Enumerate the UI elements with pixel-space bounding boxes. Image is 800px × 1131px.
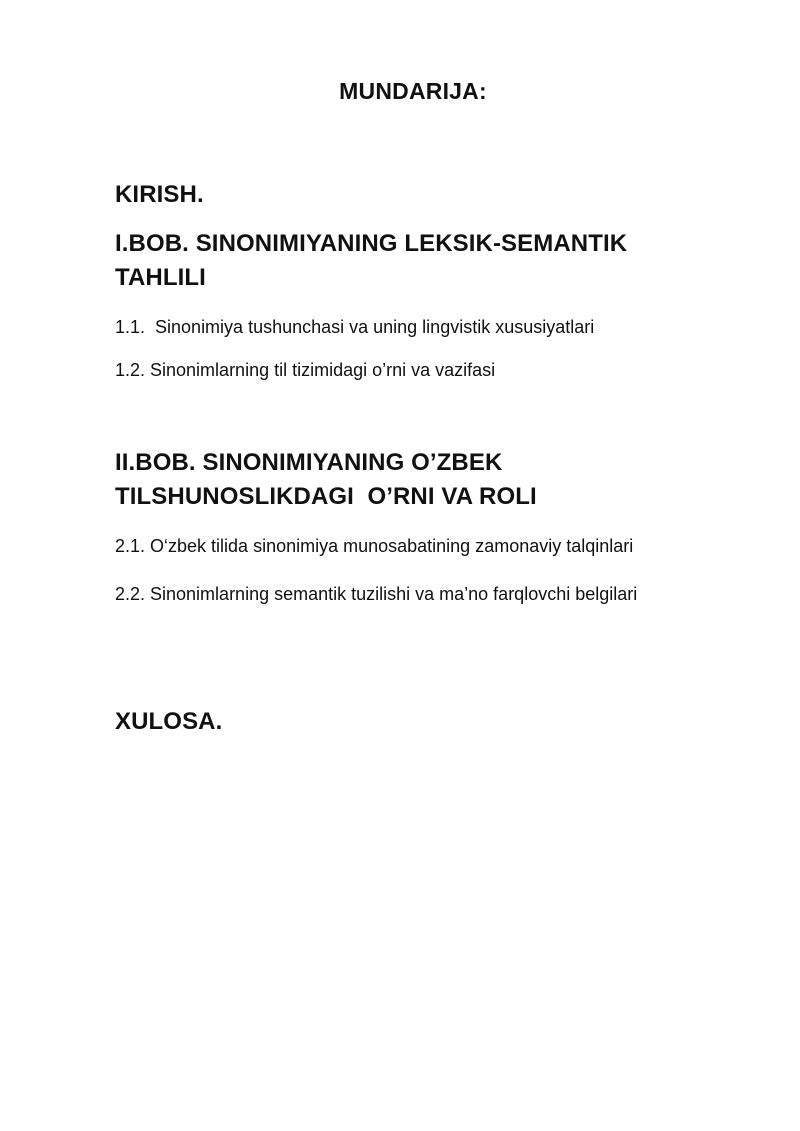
toc-item-1-1: 1.1. Sinonimiya tushunchasi va uning lingvistik xususiyatlari bbox=[115, 317, 595, 337]
toc-item-1-2: 1.2. Sinonimlarning til tizimidagi o’rni va vazifasi bbox=[115, 360, 496, 380]
toc-heading-chapter-2 bbox=[115, 446, 775, 514]
toc-heading-chapter-1 bbox=[115, 227, 775, 295]
table-of-contents-title: MUNDARIJA: bbox=[339, 78, 487, 104]
chapter-2-title-line-2: TILSHUNOSLIKDAGI O’RNI VA ROLI bbox=[115, 483, 537, 510]
toc-heading-conclusion: XULOSA. bbox=[115, 708, 223, 735]
chapter-1-title-line-1: I.BOB. SINONIMIYANING LEKSIK-SEMANTIK bbox=[115, 230, 628, 257]
toc-heading-introduction: KIRISH. bbox=[115, 181, 204, 208]
chapter-1-title-line-2: TAHLILI bbox=[115, 264, 206, 291]
toc-item-2-2: 2.2. Sinonimlarning semantik tuzilishi va ma’no farqlovchi belgilari bbox=[115, 584, 638, 604]
chapter-2-title-line-1: II.BOB. SINONIMIYANING O’ZBEK bbox=[115, 449, 503, 476]
toc-item-2-1: 2.1. O‘zbek tilida sinonimiya munosabatining zamonaviy talqinlari bbox=[115, 536, 634, 556]
